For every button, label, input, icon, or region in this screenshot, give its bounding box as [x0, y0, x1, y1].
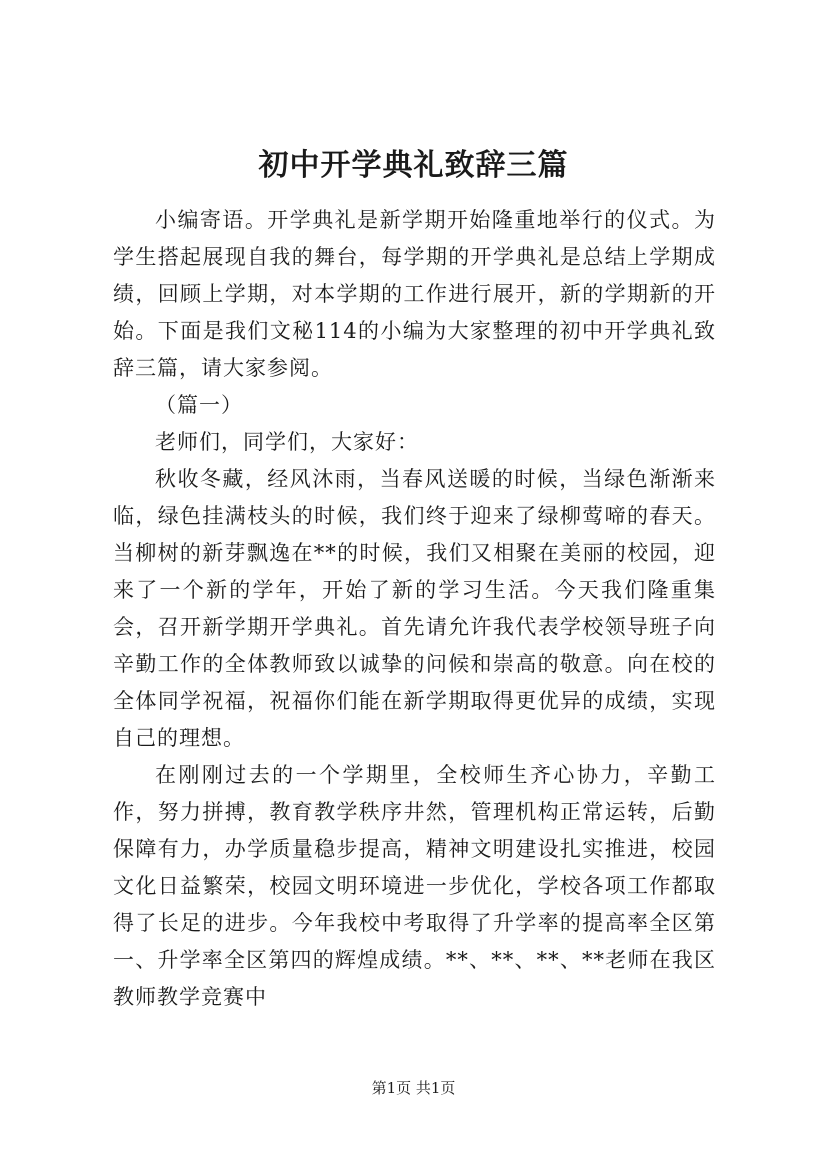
paragraph-greeting: 老师们，同学们，大家好：	[155, 430, 419, 454]
page-footer: 第1页 共1页	[371, 1079, 456, 1097]
paragraph-body-1: 秋收冬藏，经风沐雨，当春风送暖的时候，当绿色渐渐来临，绿色挂满枝头的时候，我们终于迎来了绿柳莺啼的春天。当柳树的新芽飘逸在**的时候，我们又相聚在美丽的校园，迎来了一个新的学年，开始了新的学习生活。今天我们隆重集会，召开新学期开学典礼。首先请允许我代表学校领导班子向辛勤工作的全体教师致以诚挚的问候和崇高的敬意。向在校的全体同学祝福，祝福你们能在新学期取得更优异的成绩，实现自己的理想。	[113, 467, 716, 750]
document-body	[113, 202, 716, 1016]
document-title: 初中开学典礼致辞三篇	[258, 148, 569, 183]
paragraph-body-2: 在刚刚过去的一个学期里，全校师生齐心协力，辛勤工作，努力拼搏，教育教学秩序井然，管理机构正常运转，后勤保障有力，办学质量稳步提高，精神文明建设扎实推进，校园文化日益繁荣，校园文明环境进一步优化，学校各项工作都取得了长足的进步。今年我校中考取得了升学率的提高率全区第一、升学率全区第四的辉煌成绩。**、**、**、**老师在我区教师教学竞赛中	[113, 763, 716, 1009]
paragraph-intro: 小编寄语。开学典礼是新学期开始隆重地举行的仪式。为学生搭起展现自我的舞台，每学期的开学典礼是总结上学期成绩，回顾上学期，对本学期的工作进行展开，新的学期新的开始。下面是我们文秘114的小编为大家整理的初中开学典礼致辞三篇，请大家参阅。	[113, 208, 716, 380]
paragraph-section-heading: （篇一）	[155, 393, 243, 417]
